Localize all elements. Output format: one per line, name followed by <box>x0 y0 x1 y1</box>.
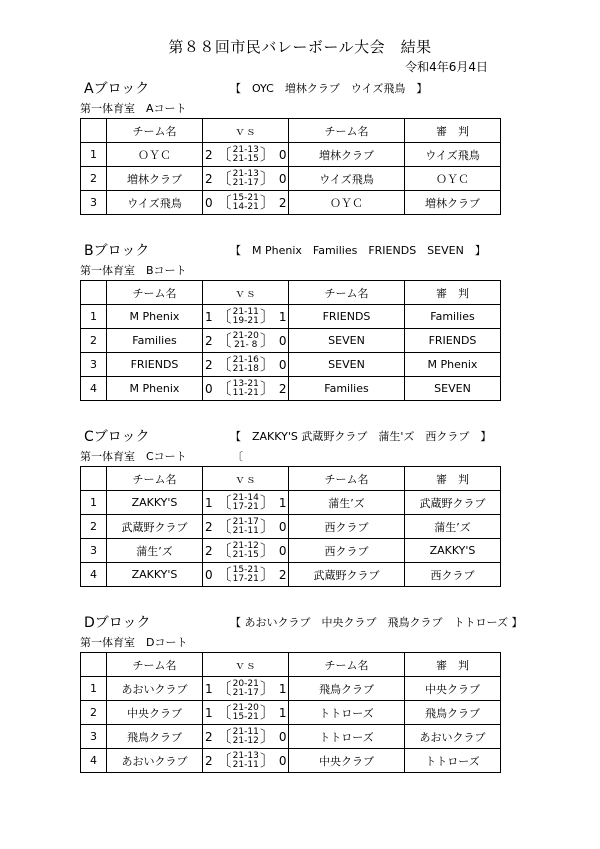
score-right: 0 <box>278 357 287 372</box>
venue-text: 第一体育室 Cコート <box>80 450 187 463</box>
team1: FRIENDS <box>107 353 203 377</box>
score-left: 2 <box>205 333 213 348</box>
header-team1: チーム名 <box>107 467 203 491</box>
referee: あおいクラブ <box>405 725 501 749</box>
score-left: 2 <box>205 543 213 558</box>
score: 2 〔 21-13 21-11 〕 0 <box>203 749 289 773</box>
header-referee: 審 判 <box>405 653 501 677</box>
header-no <box>81 653 107 677</box>
header-team1: チーム名 <box>107 119 203 143</box>
score-left: 1 <box>205 681 213 696</box>
set1: 21-11 <box>232 306 259 317</box>
set2: 14-21 <box>232 201 259 212</box>
block-c <box>80 426 500 587</box>
team2: 中央クラブ <box>289 749 405 773</box>
match-no: 4 <box>81 749 107 773</box>
team1: 中央クラブ <box>107 701 203 725</box>
team2: SEVEN <box>289 329 405 353</box>
results-table <box>80 280 501 401</box>
table-row <box>81 677 501 701</box>
results-table <box>80 652 501 773</box>
header-row <box>81 119 501 143</box>
match-no: 3 <box>81 191 107 215</box>
table-row <box>81 749 501 773</box>
header-vs: ｖｓ <box>203 281 289 305</box>
team1: ＯＹＣ <box>107 143 203 167</box>
venue-text: 第一体育室 Bコート <box>80 264 187 277</box>
block-header <box>80 426 500 448</box>
score: 2 〔 21-20 21- 8 〕 0 <box>203 329 289 353</box>
set1: 21-13 <box>232 750 259 761</box>
set1: 21-11 <box>232 726 259 737</box>
referee: 飛鳥クラブ <box>405 701 501 725</box>
team2: SEVEN <box>289 353 405 377</box>
set2: 21- 8 <box>234 339 258 350</box>
team1: 増林クラブ <box>107 167 203 191</box>
page-title: 第８８回市民バレーボール大会 結果 <box>168 38 432 56</box>
match-no: 2 <box>81 167 107 191</box>
results-table <box>80 118 501 215</box>
set2: 15-21 <box>232 711 259 722</box>
header-team2: チーム名 <box>289 119 405 143</box>
header-referee: 審 判 <box>405 467 501 491</box>
block-a <box>80 78 500 215</box>
venue-label <box>80 262 500 280</box>
event-date: 令和4年6月4日 <box>405 60 488 74</box>
score: 2 〔 21-16 21-18 〕 0 <box>203 353 289 377</box>
score: 0 〔 15-21 17-21 〕 2 <box>203 563 289 587</box>
table-row <box>81 329 501 353</box>
score: 2 〔 21-17 21-11 〕 0 <box>203 515 289 539</box>
score-right: 1 <box>278 495 287 510</box>
block-name: Dブロック <box>84 615 151 631</box>
set1: 13-21 <box>232 378 259 389</box>
match-no: 4 <box>81 377 107 401</box>
header-no <box>81 467 107 491</box>
set2: 21-18 <box>232 363 259 374</box>
score: 1 〔 21-14 17-21 〕 1 <box>203 491 289 515</box>
table-row <box>81 353 501 377</box>
table-row <box>81 305 501 329</box>
team1: M Phenix <box>107 377 203 401</box>
venue-label <box>80 100 500 118</box>
referee: 蒲生’ズ <box>405 515 501 539</box>
score-right: 1 <box>278 681 287 696</box>
score-right: 2 <box>278 381 287 396</box>
score-right: 2 <box>278 567 287 582</box>
score-right: 0 <box>278 753 287 768</box>
block-teams: 【 OYC 増林クラブ ウイズ飛鳥 】 <box>230 82 428 95</box>
header-vs: ｖｓ <box>203 467 289 491</box>
header-vs: ｖｓ <box>203 653 289 677</box>
set2: 19-21 <box>232 315 259 326</box>
set2: 11-21 <box>232 387 259 398</box>
match-no: 3 <box>81 539 107 563</box>
referee: ZAKKY'S <box>405 539 501 563</box>
header-vs: ｖｓ <box>203 119 289 143</box>
venue-label <box>80 448 500 466</box>
table-row <box>81 167 501 191</box>
score-left: 0 <box>205 381 213 396</box>
set2: 17-21 <box>232 573 259 584</box>
table-row <box>81 539 501 563</box>
set2: 21-17 <box>232 687 259 698</box>
match-no: 3 <box>81 725 107 749</box>
block-teams: 【 あおいクラブ 中央クラブ 飛鳥クラブ トトローズ 】 <box>230 616 523 629</box>
table-row <box>81 377 501 401</box>
score-right: 1 <box>278 705 287 720</box>
block-name: Cブロック <box>84 429 150 445</box>
header-team1: チーム名 <box>107 653 203 677</box>
score-left: 1 <box>205 705 213 720</box>
score-left: 0 <box>205 195 213 210</box>
score-left: 2 <box>205 147 213 162</box>
block-name: Bブロック <box>84 243 150 259</box>
header-team2: チーム名 <box>289 467 405 491</box>
referee: 武蔵野クラブ <box>405 491 501 515</box>
score-right: 0 <box>278 519 287 534</box>
venue-text: 第一体育室 Dコート <box>80 636 188 649</box>
set1: 21-12 <box>232 540 259 551</box>
venue-extra: 〔 <box>232 450 243 463</box>
team2: 武蔵野クラブ <box>289 563 405 587</box>
table-row <box>81 563 501 587</box>
score-right: 0 <box>278 147 287 162</box>
score: 0 〔 15-21 14-21 〕 2 <box>203 191 289 215</box>
set1: 21-17 <box>232 516 259 527</box>
header-row <box>81 653 501 677</box>
team1: Families <box>107 329 203 353</box>
set1: 15-21 <box>232 564 259 575</box>
header-no <box>81 281 107 305</box>
score: 1 〔 20-21 21-17 〕 1 <box>203 677 289 701</box>
team2: 増林クラブ <box>289 143 405 167</box>
block-teams: 【 M Phenix Families FRIENDS SEVEN 】 <box>230 244 486 257</box>
set1: 21-20 <box>232 702 259 713</box>
score: 2 〔 21-13 21-15 〕 0 <box>203 143 289 167</box>
set1: 21-16 <box>232 354 259 365</box>
set1: 20-21 <box>232 678 259 689</box>
team2: Families <box>289 377 405 401</box>
referee: 西クラブ <box>405 563 501 587</box>
team2: 西クラブ <box>289 539 405 563</box>
venue-text: 第一体育室 Aコート <box>80 102 187 115</box>
match-no: 3 <box>81 353 107 377</box>
match-no: 2 <box>81 329 107 353</box>
match-no: 1 <box>81 491 107 515</box>
score-left: 1 <box>205 495 213 510</box>
table-row <box>81 701 501 725</box>
score-right: 0 <box>278 729 287 744</box>
referee: トトローズ <box>405 749 501 773</box>
table-row <box>81 515 501 539</box>
set1: 21-14 <box>232 492 259 503</box>
score-right: 0 <box>278 333 287 348</box>
block-teams: 【 ZAKKY'S 武蔵野クラブ 蒲生'ズ 西クラブ 】 <box>230 430 492 443</box>
referee: SEVEN <box>405 377 501 401</box>
score-right: 2 <box>278 195 287 210</box>
score: 2 〔 21-11 21-12 〕 0 <box>203 725 289 749</box>
set1: 21-20 <box>232 330 259 341</box>
set2: 17-21 <box>232 501 259 512</box>
score-left: 2 <box>205 357 213 372</box>
match-no: 1 <box>81 143 107 167</box>
score: 2 〔 21-13 21-17 〕 0 <box>203 167 289 191</box>
header-row <box>81 467 501 491</box>
team1: ZAKKY'S <box>107 491 203 515</box>
team1: M Phenix <box>107 305 203 329</box>
header-team1: チーム名 <box>107 281 203 305</box>
block-header <box>80 240 500 262</box>
score: 1 〔 21-11 19-21 〕 1 <box>203 305 289 329</box>
score: 0 〔 13-21 11-21 〕 2 <box>203 377 289 401</box>
header-team2: チーム名 <box>289 653 405 677</box>
header-referee: 審 判 <box>405 281 501 305</box>
table-row <box>81 725 501 749</box>
score-right: 0 <box>278 171 287 186</box>
set1: 21-13 <box>232 168 259 179</box>
team1: 蒲生’ズ <box>107 539 203 563</box>
header-referee: 審 判 <box>405 119 501 143</box>
block-b <box>80 240 500 401</box>
team2: 飛鳥クラブ <box>289 677 405 701</box>
team1: あおいクラブ <box>107 749 203 773</box>
set2: 21-17 <box>232 177 259 188</box>
team1: ZAKKY'S <box>107 563 203 587</box>
header-row <box>81 281 501 305</box>
header-team2: チーム名 <box>289 281 405 305</box>
team2: ウイズ飛鳥 <box>289 167 405 191</box>
set2: 21-12 <box>232 735 259 746</box>
team1: ウイズ飛鳥 <box>107 191 203 215</box>
set2: 21-11 <box>232 525 259 536</box>
team1: 飛鳥クラブ <box>107 725 203 749</box>
block-header <box>80 612 523 634</box>
team2: FRIENDS <box>289 305 405 329</box>
team2: 蒲生’ズ <box>289 491 405 515</box>
set2: 21-15 <box>232 153 259 164</box>
score-left: 2 <box>205 729 213 744</box>
referee: ＯＹＣ <box>405 167 501 191</box>
match-no: 2 <box>81 515 107 539</box>
score-left: 0 <box>205 567 213 582</box>
score-left: 1 <box>205 309 213 324</box>
set1: 15-21 <box>232 192 259 203</box>
header-no <box>81 119 107 143</box>
match-no: 4 <box>81 563 107 587</box>
set1: 21-13 <box>232 144 259 155</box>
set2: 21-15 <box>232 549 259 560</box>
match-no: 1 <box>81 305 107 329</box>
set2: 21-11 <box>232 759 259 770</box>
referee: Families <box>405 305 501 329</box>
table-row <box>81 143 501 167</box>
score: 1 〔 21-20 15-21 〕 1 <box>203 701 289 725</box>
score-left: 2 <box>205 519 213 534</box>
referee: FRIENDS <box>405 329 501 353</box>
team2: ＯＹＣ <box>289 191 405 215</box>
table-row <box>81 491 501 515</box>
referee: 中央クラブ <box>405 677 501 701</box>
match-no: 1 <box>81 677 107 701</box>
referee: 増林クラブ <box>405 191 501 215</box>
team2: トトローズ <box>289 725 405 749</box>
score-left: 2 <box>205 753 213 768</box>
team1: 武蔵野クラブ <box>107 515 203 539</box>
score-left: 2 <box>205 171 213 186</box>
referee: M Phenix <box>405 353 501 377</box>
results-table <box>80 466 501 587</box>
block-name: Aブロック <box>84 81 150 97</box>
team1: あおいクラブ <box>107 677 203 701</box>
team2: トトローズ <box>289 701 405 725</box>
score: 2 〔 21-12 21-15 〕 0 <box>203 539 289 563</box>
score-right: 1 <box>278 309 287 324</box>
score-right: 0 <box>278 543 287 558</box>
team2: 西クラブ <box>289 515 405 539</box>
block-d <box>80 612 523 773</box>
venue-label <box>80 634 500 652</box>
match-no: 2 <box>81 701 107 725</box>
table-row <box>81 191 501 215</box>
referee: ウイズ飛鳥 <box>405 143 501 167</box>
block-header <box>80 78 500 100</box>
